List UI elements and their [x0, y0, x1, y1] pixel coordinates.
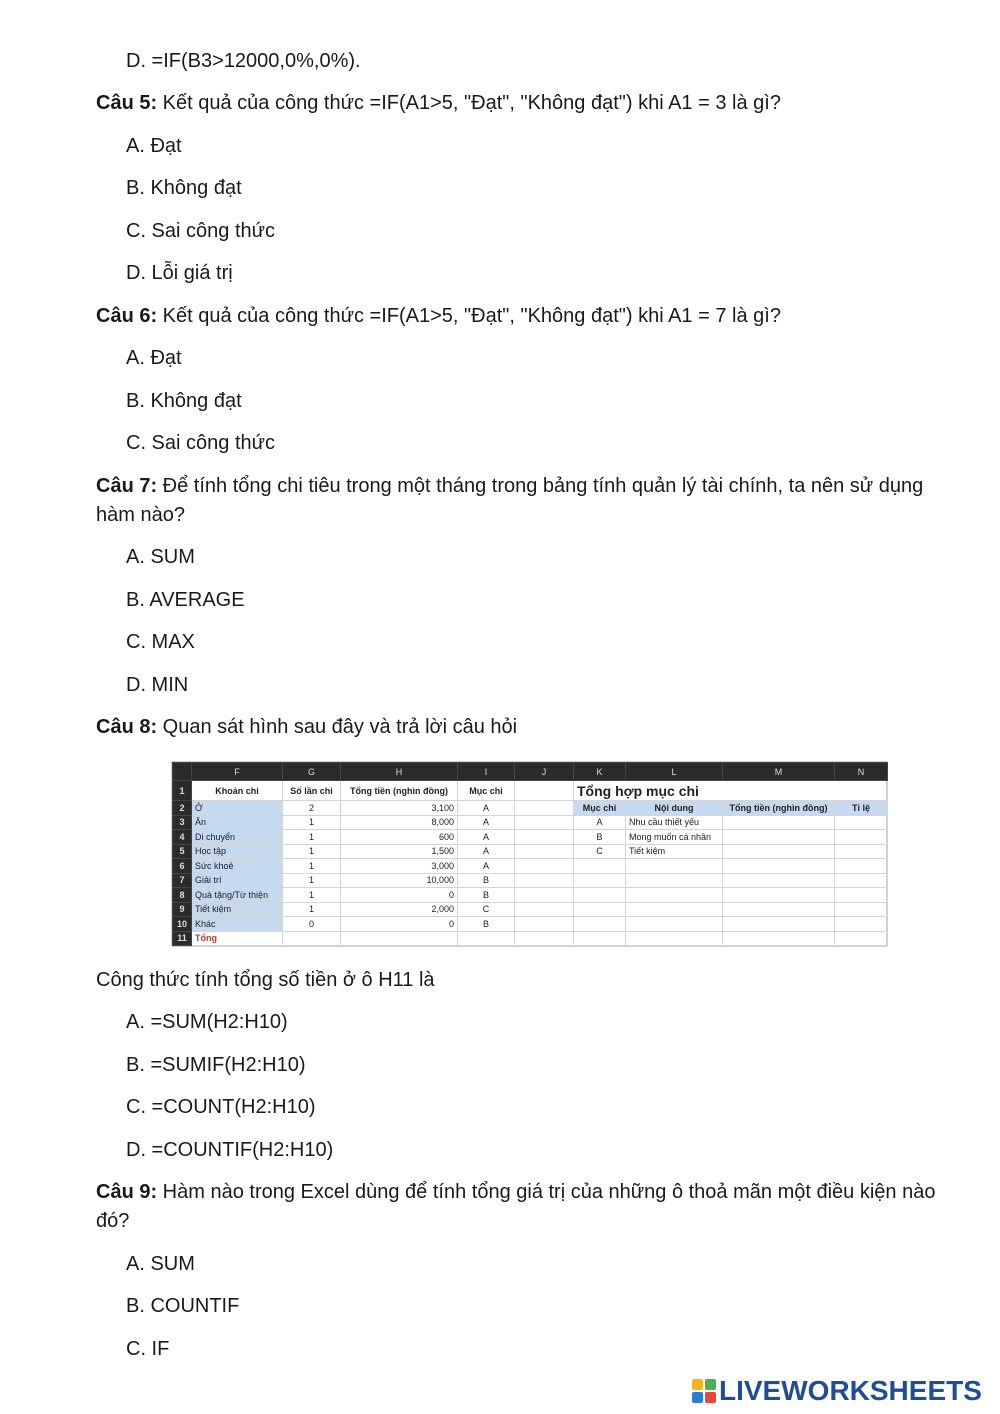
- summary-header-cell: Tổng tiền (nghìn đồng): [723, 801, 835, 816]
- cell: [515, 844, 574, 859]
- question-number: Câu 5:: [96, 92, 158, 114]
- cell: [835, 917, 888, 932]
- cell: [515, 873, 574, 888]
- cell: [835, 830, 888, 845]
- cell: [283, 931, 341, 946]
- cell: [723, 873, 835, 888]
- cell: Di chuyển: [192, 830, 283, 845]
- cell: 1: [283, 873, 341, 888]
- cell: [626, 859, 723, 874]
- cell: 0: [341, 888, 458, 903]
- cell: C: [574, 844, 626, 859]
- summary-header-cell: Tỉ lệ: [835, 801, 888, 816]
- col-header: K: [574, 763, 626, 781]
- cell: Ăn: [192, 815, 283, 830]
- row-number: 7: [173, 873, 192, 888]
- q7-option-b[interactable]: B. AVERAGE: [126, 589, 245, 611]
- question-number: Câu 6:: [96, 305, 158, 327]
- cell: [626, 902, 723, 917]
- col-header: L: [626, 763, 723, 781]
- cell: Giải trí: [192, 873, 283, 888]
- cell: [574, 931, 626, 946]
- question-number: Câu 8:: [96, 716, 158, 738]
- question-text: Hàm nào trong Excel dùng để tính tổng giá trị của những ô thoả mãn một điều kiện nào đó?: [96, 1181, 936, 1232]
- table-row: [173, 888, 888, 903]
- summary-header-cell: Mục chi: [574, 801, 626, 816]
- question-7: [96, 472, 956, 530]
- cell: [723, 844, 835, 859]
- cell: A: [458, 830, 515, 845]
- col-header: J: [515, 763, 574, 781]
- question-text: Quan sát hình sau đây và trả lời câu hỏi: [157, 716, 518, 738]
- q8-option-a[interactable]: A. =SUM(H2:H10): [126, 1011, 288, 1033]
- column-header-row: [173, 763, 888, 781]
- q6-option-b[interactable]: B. Không đạt: [126, 390, 242, 412]
- cell: [835, 888, 888, 903]
- cell: 10,000: [341, 873, 458, 888]
- row-number: 5: [173, 844, 192, 859]
- table-row: [173, 902, 888, 917]
- q7-option-a[interactable]: A. SUM: [126, 546, 195, 568]
- q5-option-a[interactable]: A. Đạt: [126, 135, 182, 157]
- liveworksheets-logo: [692, 1376, 982, 1406]
- cell: Sức khoẻ: [192, 859, 283, 874]
- cell: 0: [283, 917, 341, 932]
- question-8: [96, 713, 517, 741]
- cell: 1,500: [341, 844, 458, 859]
- cell: Quà tặng/Từ thiện: [192, 888, 283, 903]
- cell: 1: [283, 815, 341, 830]
- cell: [574, 902, 626, 917]
- cell: [515, 830, 574, 845]
- cell: [515, 781, 574, 801]
- table-row: [173, 815, 888, 830]
- total-label-cell: Tổng: [192, 931, 283, 946]
- q8-subquestion: Công thức tính tổng số tiền ở ô H11 là: [96, 969, 435, 991]
- table-row: [173, 781, 888, 801]
- cell: [626, 888, 723, 903]
- q5-option-b[interactable]: B. Không đạt: [126, 177, 242, 199]
- cell: Ở: [192, 801, 283, 816]
- q6-option-a[interactable]: A. Đạt: [126, 347, 182, 369]
- cell: [515, 902, 574, 917]
- cell: [626, 917, 723, 932]
- table-row: [173, 873, 888, 888]
- cell: [574, 873, 626, 888]
- cell: [515, 801, 574, 816]
- q8-option-b[interactable]: B. =SUMIF(H2:H10): [126, 1054, 306, 1076]
- header-cell: Số lần chi: [283, 781, 341, 801]
- header-cell: Tổng tiền (nghìn đồng): [341, 781, 458, 801]
- question-text: Để tính tổng chi tiêu trong một tháng trong bảng tính quản lý tài chính, ta nên sử dụng hàm nào?: [96, 475, 924, 526]
- col-header: I: [458, 763, 515, 781]
- row-number: 8: [173, 888, 192, 903]
- sheet-corner: [173, 763, 192, 781]
- cell: [723, 815, 835, 830]
- q5-option-d[interactable]: D. Lỗi giá trị: [126, 262, 233, 284]
- spreadsheet-image: [171, 761, 887, 947]
- summary-title: Tổng hợp mục chi: [574, 781, 835, 801]
- cell: [723, 902, 835, 917]
- col-header: N: [835, 763, 888, 781]
- table-row: [173, 830, 888, 845]
- col-header: F: [192, 763, 283, 781]
- cell: 2,000: [341, 902, 458, 917]
- cell: [835, 859, 888, 874]
- row-number: 11: [173, 931, 192, 946]
- row-number: 2: [173, 801, 192, 816]
- row-number: 6: [173, 859, 192, 874]
- cell: [626, 931, 723, 946]
- cell: [835, 931, 888, 946]
- table-row: [173, 931, 888, 946]
- cell: 3,000: [341, 859, 458, 874]
- question-9: [96, 1178, 956, 1236]
- spreadsheet-table: [172, 762, 888, 946]
- cell: B: [458, 888, 515, 903]
- cell: A: [574, 815, 626, 830]
- question-5: [96, 89, 781, 117]
- cell: [515, 931, 574, 946]
- cell: [515, 917, 574, 932]
- cell: [835, 844, 888, 859]
- cell: [723, 917, 835, 932]
- cell: 1: [283, 888, 341, 903]
- row-number: 4: [173, 830, 192, 845]
- row-number: 9: [173, 902, 192, 917]
- cell: [835, 815, 888, 830]
- logo-text: LIVEWORKSHEETS: [719, 1375, 982, 1406]
- cell: 1: [283, 830, 341, 845]
- cell: 1: [283, 844, 341, 859]
- cell: A: [458, 844, 515, 859]
- cell: B: [574, 830, 626, 845]
- header-cell: Mục chi: [458, 781, 515, 801]
- question-text: Kết quả của công thức =IF(A1>5, "Đạt", "Không đạt") khi A1 = 7 là gì?: [157, 305, 781, 327]
- cell: 0: [341, 917, 458, 932]
- col-header: M: [723, 763, 835, 781]
- question-number: Câu 9:: [96, 1181, 158, 1203]
- cell: A: [458, 859, 515, 874]
- cell: 600: [341, 830, 458, 845]
- cell: Tiết kiệm: [626, 844, 723, 859]
- header-cell: Khoản chi: [192, 781, 283, 801]
- summary-header-cell: Nội dung: [626, 801, 723, 816]
- q6-option-c[interactable]: C. Sai công thức: [126, 432, 276, 454]
- cell: 3,100: [341, 801, 458, 816]
- col-header: H: [341, 763, 458, 781]
- cell: [835, 873, 888, 888]
- cell: [515, 859, 574, 874]
- cell: [515, 815, 574, 830]
- q9-option-b[interactable]: B. COUNTIF: [126, 1295, 240, 1317]
- q8-option-d[interactable]: D. =COUNTIF(H2:H10): [126, 1139, 334, 1161]
- cell: [574, 917, 626, 932]
- cell: Khác: [192, 917, 283, 932]
- cell: B: [458, 873, 515, 888]
- cell: Mong muốn cá nhân: [626, 830, 723, 845]
- q7-option-c[interactable]: C. MAX: [126, 631, 195, 653]
- cell: [626, 873, 723, 888]
- table-row: [173, 917, 888, 932]
- cell: [574, 888, 626, 903]
- cell: Tiết kiệm: [192, 902, 283, 917]
- cell: A: [458, 801, 515, 816]
- liveworksheets-logo-icon: [692, 1379, 716, 1403]
- cell: [341, 931, 458, 946]
- q5-option-c[interactable]: C. Sai công thức: [126, 220, 276, 242]
- cell: [458, 931, 515, 946]
- cell: [835, 902, 888, 917]
- question-6: [96, 302, 781, 330]
- cell: 1: [283, 902, 341, 917]
- cell: [835, 781, 888, 801]
- cell: Học tập: [192, 844, 283, 859]
- row-number: 3: [173, 815, 192, 830]
- col-header: G: [283, 763, 341, 781]
- question-text: Kết quả của công thức =IF(A1>5, "Đạt", "Không đạt") khi A1 = 3 là gì?: [157, 92, 781, 114]
- cell: A: [458, 815, 515, 830]
- q8-option-c[interactable]: C. =COUNT(H2:H10): [126, 1096, 316, 1118]
- row-number: 1: [173, 781, 192, 801]
- table-row: [173, 801, 888, 816]
- cell: [723, 931, 835, 946]
- cell: [723, 859, 835, 874]
- cell: 1: [283, 859, 341, 874]
- q4-option-d: D. =IF(B3>12000,0%,0%).: [126, 50, 361, 72]
- q9-option-c[interactable]: C. IF: [126, 1338, 170, 1360]
- cell: [515, 888, 574, 903]
- q9-option-a[interactable]: A. SUM: [126, 1253, 195, 1275]
- cell: 8,000: [341, 815, 458, 830]
- table-row: [173, 844, 888, 859]
- cell: [723, 830, 835, 845]
- cell: C: [458, 902, 515, 917]
- cell: Nhu cầu thiết yếu: [626, 815, 723, 830]
- cell: 2: [283, 801, 341, 816]
- row-number: 10: [173, 917, 192, 932]
- question-number: Câu 7:: [96, 475, 158, 497]
- table-row: [173, 859, 888, 874]
- cell: [574, 859, 626, 874]
- cell: [723, 888, 835, 903]
- cell: B: [458, 917, 515, 932]
- q7-option-d[interactable]: D. MIN: [126, 674, 189, 696]
